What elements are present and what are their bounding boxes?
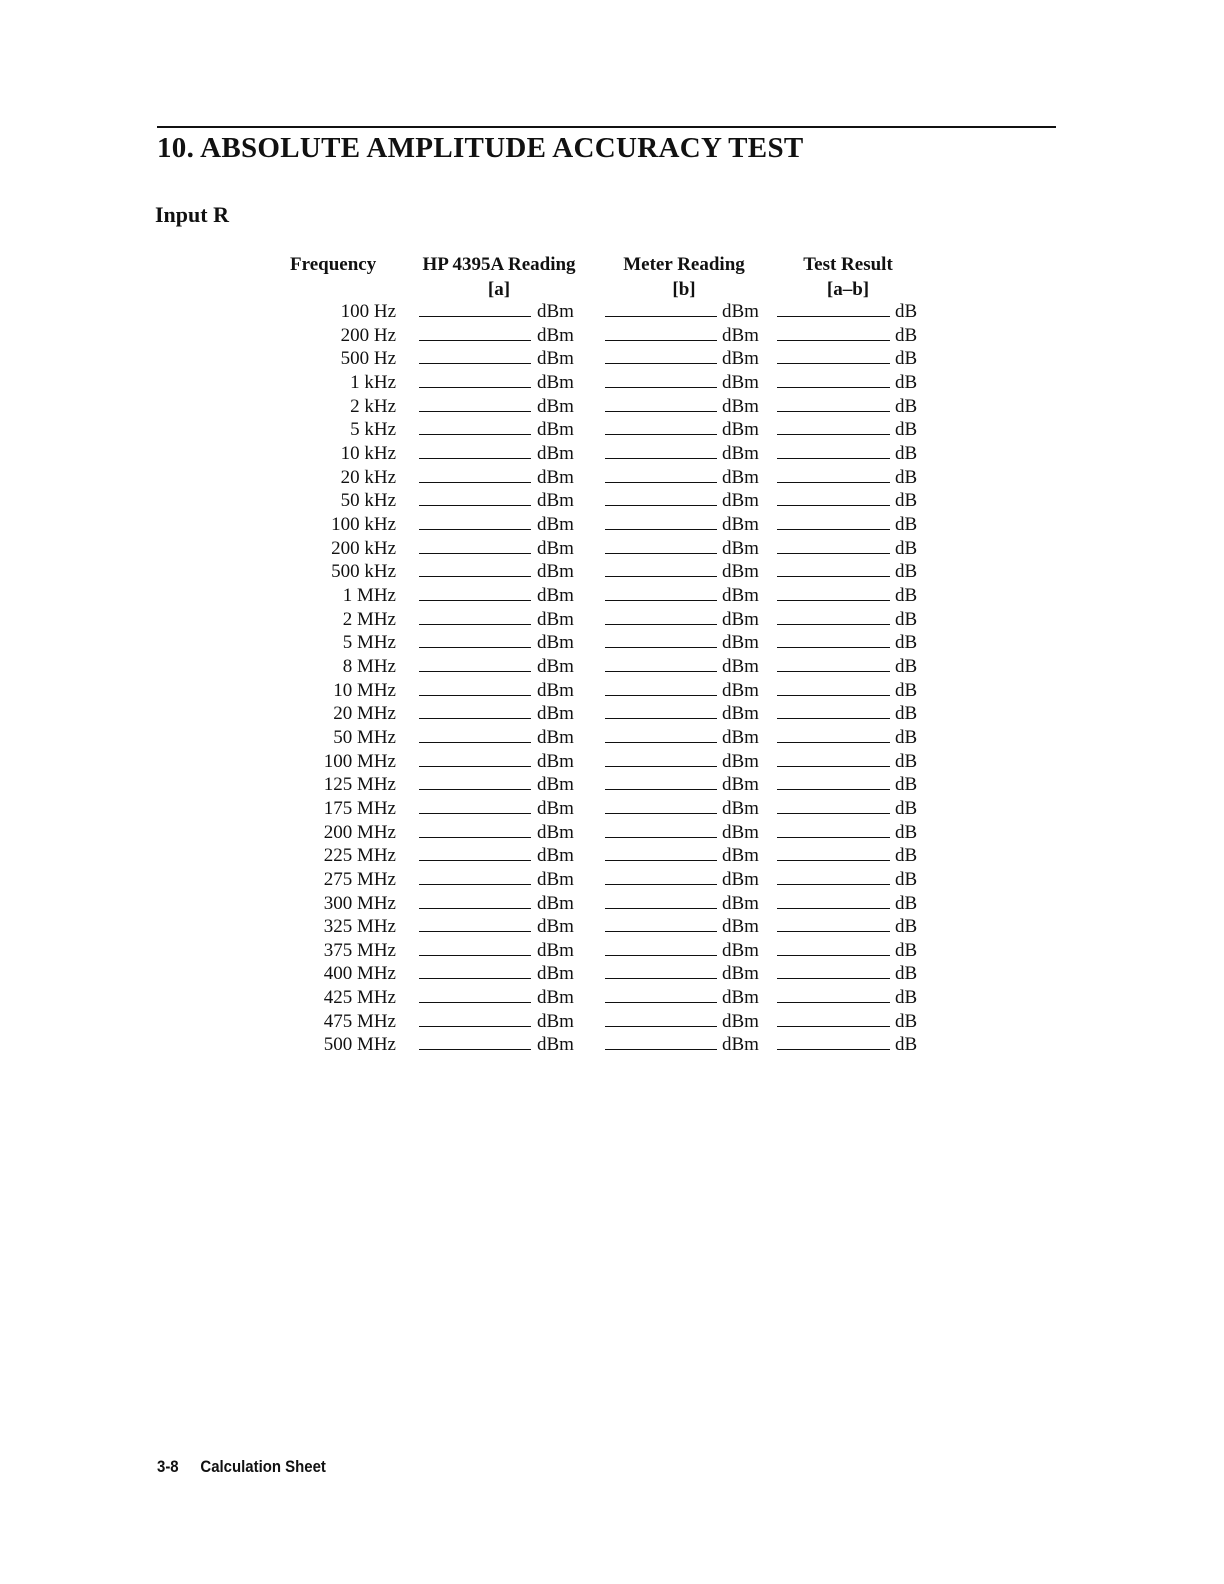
meter-unit: dBm [722,348,759,370]
header-result-sub: [a–b] [826,279,870,300]
result-unit: dB [895,584,918,606]
meter-blank[interactable] [605,718,717,719]
meter-unit: dBm [722,608,759,630]
reading-blank[interactable] [419,931,531,932]
table-row [0,347,1224,371]
frequency-cell: 8 MHz [342,655,396,677]
result-blank[interactable] [777,316,890,317]
result-blank[interactable] [777,529,890,530]
table-row [0,868,1224,892]
reading-blank[interactable] [419,434,531,435]
reading-unit: dBm [537,892,574,914]
frequency-cell: 20 kHz [340,466,396,488]
frequency-cell: 225 MHz [323,845,396,867]
result-blank[interactable] [777,387,890,388]
frequency-cell: 10 kHz [340,442,396,464]
result-unit: dB [895,845,918,867]
meter-unit: dBm [722,442,759,464]
meter-unit: dBm [722,821,759,843]
meter-unit: dBm [722,584,759,606]
meter-unit: dBm [722,845,759,867]
table-row [0,962,1224,986]
result-blank[interactable] [777,860,890,861]
result-unit: dB [895,703,918,725]
page-footer [157,1457,326,1477]
meter-unit: dBm [722,726,759,748]
reading-unit: dBm [537,939,574,961]
meter-blank[interactable] [605,624,717,625]
table-row [0,584,1224,608]
meter-blank[interactable] [605,434,717,435]
meter-unit: dBm [722,466,759,488]
reading-unit: dBm [537,679,574,701]
meter-blank[interactable] [605,742,717,743]
meter-blank[interactable] [605,837,717,838]
meter-unit: dBm [722,371,759,393]
result-unit: dB [895,419,918,441]
meter-blank[interactable] [605,553,717,554]
result-unit: dB [895,939,918,961]
table-row [0,939,1224,963]
header-reading-sub: [a] [487,279,511,300]
meter-blank[interactable] [605,458,717,459]
reading-blank[interactable] [419,671,531,672]
meter-blank[interactable] [605,529,717,530]
result-unit: dB [895,561,918,583]
meter-blank[interactable] [605,1049,717,1050]
meter-blank[interactable] [605,671,717,672]
meter-unit: dBm [722,916,759,938]
reading-unit: dBm [537,774,574,796]
table-row [0,797,1224,821]
reading-unit: dBm [537,584,574,606]
frequency-cell: 100 kHz [331,513,396,535]
table-row [0,773,1224,797]
meter-unit: dBm [722,987,759,1009]
reading-unit: dBm [537,797,574,819]
frequency-cell: 10 MHz [333,679,396,701]
frequency-cell: 300 MHz [323,892,396,914]
reading-unit: dBm [537,632,574,654]
frequency-cell: 100 MHz [323,750,396,772]
frequency-cell: 1 kHz [350,371,396,393]
meter-unit: dBm [722,561,759,583]
reading-unit: dBm [537,348,574,370]
reading-blank[interactable] [419,908,531,909]
result-blank[interactable] [777,482,890,483]
frequency-cell: 200 MHz [323,821,396,843]
meter-unit: dBm [722,301,759,322]
reading-blank[interactable] [419,553,531,554]
result-blank[interactable] [777,434,890,435]
meter-unit: dBm [722,513,759,535]
result-blank[interactable] [777,955,890,956]
result-unit: dB [895,1034,918,1056]
result-unit: dB [895,371,918,393]
result-blank[interactable] [777,411,890,412]
frequency-cell: 400 MHz [323,963,396,985]
reading-blank[interactable] [419,576,531,577]
meter-unit: dBm [722,395,759,417]
subsection-title: Input R [155,202,229,227]
frequency-cell: 275 MHz [323,868,396,890]
reading-unit: dBm [537,395,574,417]
reading-unit: dBm [537,868,574,890]
table-row [0,1033,1224,1057]
reading-unit: dBm [537,608,574,630]
table-row [0,1010,1224,1034]
header-meter-sub: [b] [672,279,696,300]
frequency-cell: 50 kHz [340,490,396,512]
meter-blank[interactable] [605,766,717,767]
table-row [0,726,1224,750]
meter-unit: dBm [722,537,759,559]
reading-unit: dBm [537,655,574,677]
result-blank[interactable] [777,695,890,696]
result-unit: dB [895,774,918,796]
frequency-cell: 2 MHz [342,608,396,630]
table-row [0,466,1224,490]
reading-unit: dBm [537,490,574,512]
result-blank[interactable] [777,931,890,932]
reading-blank[interactable] [419,860,531,861]
frequency-cell: 5 kHz [350,419,396,441]
reading-blank[interactable] [419,837,531,838]
result-blank[interactable] [777,813,890,814]
meter-blank[interactable] [605,363,717,364]
footer-section-name: Calculation Sheet [200,1457,326,1476]
result-blank[interactable] [777,884,890,885]
result-unit: dB [895,750,918,772]
section-title: 10. ABSOLUTE AMPLITUDE ACCURACY TEST [157,132,804,164]
frequency-cell: 200 kHz [331,537,396,559]
reading-unit: dBm [537,963,574,985]
table-row [0,702,1224,726]
meter-blank[interactable] [605,789,717,790]
reading-unit: dBm [537,301,574,322]
result-blank[interactable] [777,766,890,767]
reading-blank[interactable] [419,411,531,412]
table-row [0,300,1224,324]
reading-blank[interactable] [419,316,531,317]
result-unit: dB [895,537,918,559]
reading-blank[interactable] [419,955,531,956]
header-result: Test Result [803,254,893,275]
reading-blank[interactable] [419,1026,531,1027]
table-row [0,608,1224,632]
reading-unit: dBm [537,513,574,535]
meter-unit: dBm [722,939,759,961]
result-blank[interactable] [777,671,890,672]
reading-unit: dBm [537,1010,574,1032]
reading-unit: dBm [537,537,574,559]
meter-blank[interactable] [605,860,717,861]
reading-blank[interactable] [419,766,531,767]
result-unit: dB [895,466,918,488]
meter-blank[interactable] [605,1026,717,1027]
reading-blank[interactable] [419,1049,531,1050]
reading-unit: dBm [537,371,574,393]
frequency-cell: 2 kHz [350,395,396,417]
result-unit: dB [895,632,918,654]
table-row [0,489,1224,513]
meter-blank[interactable] [605,600,717,601]
reading-blank[interactable] [419,1002,531,1003]
reading-unit: dBm [537,726,574,748]
result-unit: dB [895,679,918,701]
frequency-cell: 5 MHz [342,632,396,654]
result-blank[interactable] [777,908,890,909]
result-unit: dB [895,963,918,985]
result-blank[interactable] [777,718,890,719]
result-unit: dB [895,324,918,346]
frequency-cell: 20 MHz [333,703,396,725]
meter-blank[interactable] [605,576,717,577]
reading-unit: dBm [537,466,574,488]
frequency-cell: 50 MHz [333,726,396,748]
reading-blank[interactable] [419,718,531,719]
table-row [0,395,1224,419]
meter-blank[interactable] [605,647,717,648]
result-unit: dB [895,1010,918,1032]
table-row [0,513,1224,537]
result-blank[interactable] [777,742,890,743]
table-row [0,442,1224,466]
reading-blank[interactable] [419,813,531,814]
meter-unit: dBm [722,679,759,701]
reading-unit: dBm [537,1034,574,1056]
result-unit: dB [895,821,918,843]
meter-blank[interactable] [605,316,717,317]
table-row [0,537,1224,561]
frequency-cell: 425 MHz [323,987,396,1009]
result-unit: dB [895,868,918,890]
table-row [0,371,1224,395]
meter-blank[interactable] [605,908,717,909]
meter-unit: dBm [722,750,759,772]
reading-unit: dBm [537,561,574,583]
frequency-cell: 175 MHz [323,797,396,819]
reading-blank[interactable] [419,387,531,388]
reading-blank[interactable] [419,600,531,601]
frequency-cell: 475 MHz [323,1010,396,1032]
meter-unit: dBm [722,868,759,890]
result-blank[interactable] [777,340,890,341]
reading-blank[interactable] [419,695,531,696]
meter-blank[interactable] [605,978,717,979]
table-row [0,418,1224,442]
result-blank[interactable] [777,505,890,506]
meter-blank[interactable] [605,387,717,388]
frequency-cell: 375 MHz [323,939,396,961]
reading-unit: dBm [537,845,574,867]
table-row [0,655,1224,679]
reading-blank[interactable] [419,624,531,625]
meter-blank[interactable] [605,505,717,506]
table-row [0,324,1224,348]
result-unit: dB [895,442,918,464]
result-blank[interactable] [777,553,890,554]
result-unit: dB [895,987,918,1009]
reading-blank[interactable] [419,647,531,648]
reading-blank[interactable] [419,505,531,506]
meter-unit: dBm [722,774,759,796]
reading-blank[interactable] [419,363,531,364]
frequency-cell: 500 Hz [340,348,396,370]
reading-blank[interactable] [419,482,531,483]
result-unit: dB [895,513,918,535]
meter-unit: dBm [722,324,759,346]
result-blank[interactable] [777,624,890,625]
frequency-cell: 1 MHz [342,584,396,606]
table-row [0,631,1224,655]
meter-unit: dBm [722,963,759,985]
result-unit: dB [895,301,918,322]
reading-unit: dBm [537,821,574,843]
reading-unit: dBm [537,987,574,1009]
table-row [0,986,1224,1010]
reading-blank[interactable] [419,340,531,341]
meter-blank[interactable] [605,884,717,885]
meter-unit: dBm [722,892,759,914]
result-unit: dB [895,655,918,677]
reading-blank[interactable] [419,789,531,790]
result-blank[interactable] [777,978,890,979]
result-unit: dB [895,348,918,370]
table-row [0,560,1224,584]
reading-unit: dBm [537,750,574,772]
reading-unit: dBm [537,703,574,725]
table-row [0,821,1224,845]
meter-blank[interactable] [605,482,717,483]
header-meter: Meter Reading [623,254,745,275]
reading-unit: dBm [537,916,574,938]
meter-blank[interactable] [605,340,717,341]
header-frequency: Frequency [290,254,377,275]
result-unit: dB [895,916,918,938]
result-blank[interactable] [777,837,890,838]
result-blank[interactable] [777,1002,890,1003]
reading-blank[interactable] [419,529,531,530]
meter-blank[interactable] [605,955,717,956]
frequency-cell: 100 Hz [340,301,396,322]
table-row [0,915,1224,939]
table-row [0,892,1224,916]
meter-unit: dBm [722,655,759,677]
meter-unit: dBm [722,490,759,512]
frequency-cell: 500 kHz [331,561,396,583]
meter-blank[interactable] [605,411,717,412]
meter-blank[interactable] [605,1002,717,1003]
result-blank[interactable] [777,789,890,790]
reading-blank[interactable] [419,742,531,743]
meter-unit: dBm [722,797,759,819]
frequency-cell: 200 Hz [340,324,396,346]
frequency-cell: 325 MHz [323,916,396,938]
frequency-cell: 125 MHz [323,774,396,796]
result-unit: dB [895,490,918,512]
meter-blank[interactable] [605,931,717,932]
page-number: 3-8 [157,1457,179,1476]
meter-unit: dBm [722,632,759,654]
result-blank[interactable] [777,363,890,364]
frequency-cell: 500 MHz [323,1034,396,1056]
meter-blank[interactable] [605,813,717,814]
result-unit: dB [895,797,918,819]
reading-unit: dBm [537,324,574,346]
result-blank[interactable] [777,576,890,577]
top-rule [157,126,1056,128]
meter-unit: dBm [722,1034,759,1056]
result-blank[interactable] [777,458,890,459]
result-unit: dB [895,395,918,417]
result-blank[interactable] [777,1026,890,1027]
result-unit: dB [895,608,918,630]
reading-unit: dBm [537,442,574,464]
table-row [0,679,1224,703]
reading-blank[interactable] [419,978,531,979]
result-blank[interactable] [777,647,890,648]
reading-unit: dBm [537,419,574,441]
result-blank[interactable] [777,1049,890,1050]
meter-unit: dBm [722,1010,759,1032]
reading-blank[interactable] [419,884,531,885]
reading-blank[interactable] [419,458,531,459]
result-unit: dB [895,892,918,914]
meter-blank[interactable] [605,695,717,696]
meter-unit: dBm [722,703,759,725]
table-row [0,750,1224,774]
result-blank[interactable] [777,600,890,601]
table-row [0,844,1224,868]
result-unit: dB [895,726,918,748]
header-reading: HP 4395A Reading [422,254,576,275]
meter-unit: dBm [722,419,759,441]
